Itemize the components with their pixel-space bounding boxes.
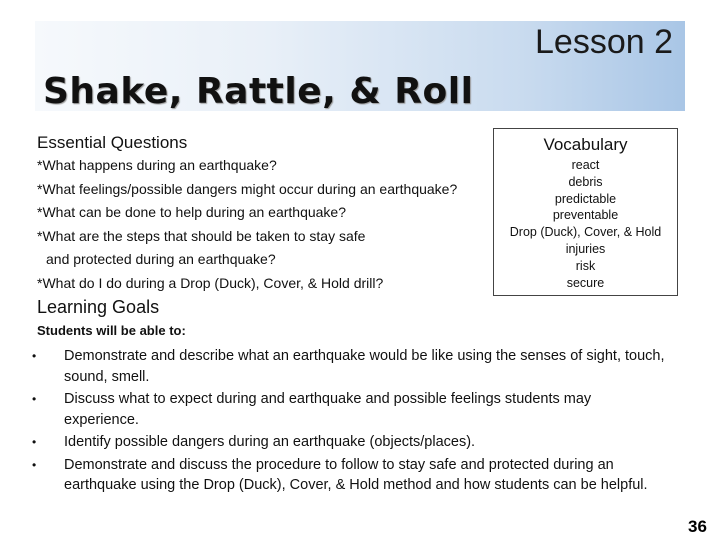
vocabulary-list — [494, 157, 677, 291]
vocabulary-heading: Vocabulary — [543, 135, 628, 154]
vocabulary-word: injuries — [565, 241, 606, 256]
question-item: *What happens during an earthquake? — [37, 157, 277, 173]
bullet-icon: • — [32, 349, 37, 363]
goal-text: Demonstrate and discuss the procedure to follow to stay safe and protected during an earthquake using the Drop (Duck), Cover, & Hold method and how students can be helpful. — [64, 456, 648, 493]
goal-item — [30, 432, 670, 453]
vocabulary-box — [493, 128, 678, 296]
goal-text: Demonstrate and describe what an earthquake would be like using the senses of sight, touch, sound, smell. — [64, 348, 665, 385]
vocabulary-word: preventable — [552, 208, 619, 223]
essential-questions-list — [37, 154, 487, 295]
question-item: *What are the steps that should be taken to stay safe — [37, 227, 366, 244]
learning-goals-heading: Learning Goals — [37, 297, 160, 317]
learning-goals-intro: Students will be able to: — [37, 323, 186, 338]
question-item: *What feelings/possible dangers might occur during an earthquake? — [37, 180, 458, 197]
vocabulary-word: Drop (Duck), Cover, & Hold — [509, 225, 662, 240]
page-number: 36 — [688, 517, 707, 536]
question-item: and protected during an earthquake? — [46, 251, 276, 267]
lesson-label: Lesson 2 — [535, 23, 673, 61]
goal-item — [30, 389, 670, 430]
question-item: *What do I do during a Drop (Duck), Cover, & Hold drill? — [37, 274, 384, 291]
goal-item — [30, 346, 670, 387]
vocabulary-word: react — [571, 158, 600, 172]
question-item: *What can be done to help during an earthquake? — [37, 204, 347, 220]
bullet-icon: • — [32, 457, 37, 472]
goal-text: Identify possible dangers during an earthquake (objects/places). — [64, 434, 476, 450]
essential-questions-heading: Essential Questions — [37, 133, 188, 152]
page-title: Shake, Rattle, & Roll — [43, 71, 474, 112]
learning-goals-list — [30, 346, 670, 498]
goal-item — [30, 455, 670, 496]
bullet-icon: • — [32, 435, 37, 449]
vocabulary-word: predictable — [554, 191, 617, 206]
bullet-icon: • — [32, 392, 37, 406]
goal-text: Discuss what to expect during and earthquake and possible feelings students may experience. — [64, 391, 592, 428]
vocabulary-word: secure — [566, 275, 605, 290]
vocabulary-word: risk — [575, 258, 596, 273]
vocabulary-word: debris — [568, 174, 603, 189]
